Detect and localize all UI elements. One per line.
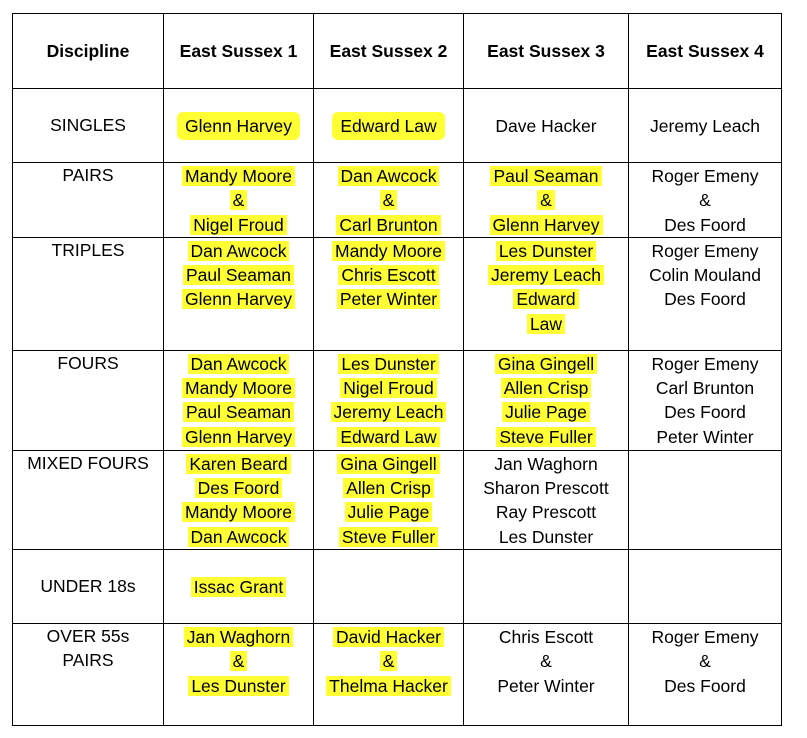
- player-name: Glenn Harvey: [182, 427, 295, 447]
- player-name: Roger Emeny: [651, 166, 759, 186]
- player-name: Allen Crisp: [343, 478, 434, 498]
- player-list: [629, 238, 781, 312]
- player-name: Dan Awcock: [188, 527, 290, 547]
- player-list: [464, 351, 628, 449]
- team-4-cell: [629, 89, 782, 163]
- player-list: [314, 238, 463, 312]
- player-list: [314, 624, 463, 698]
- ampersand: &: [380, 651, 398, 671]
- player-name: Mandy Moore: [182, 502, 295, 522]
- player-list: [464, 163, 628, 237]
- player-name: Edward: [513, 289, 578, 309]
- player-name: Roger Emeny: [651, 240, 759, 261]
- player-name: Paul Seaman: [183, 265, 294, 285]
- ampersand: &: [537, 190, 555, 210]
- player-name: Jeremy Leach: [331, 402, 447, 422]
- discipline-cell: [13, 237, 164, 350]
- ampersand: &: [230, 190, 248, 210]
- player-name: Julie Page: [502, 402, 590, 422]
- header-team-4: East Sussex 4: [629, 14, 782, 89]
- player-name: Peter Winter: [337, 289, 440, 309]
- player-list: [629, 163, 781, 237]
- player-name: Jeremy Leach: [650, 115, 760, 136]
- team-1-cell: [164, 450, 314, 549]
- team-3-cell: [464, 624, 629, 726]
- team-4-cell: [629, 624, 782, 726]
- team-1-cell: [164, 550, 314, 624]
- team-2-cell: [314, 89, 464, 163]
- player-name: Jan Waghorn: [184, 627, 293, 647]
- discipline-label: TRIPLES: [51, 239, 125, 260]
- team-1-cell: [164, 624, 314, 726]
- discipline-cell: [13, 450, 164, 549]
- player-name: Des Foord: [664, 402, 746, 423]
- discipline-cell: [13, 550, 164, 624]
- discipline-label: MIXED FOURS: [27, 452, 149, 473]
- discipline-cell: [13, 163, 164, 238]
- player-list: [314, 586, 463, 587]
- player-name: Julie Page: [345, 502, 433, 522]
- player-name: Colin Mouland: [649, 265, 761, 286]
- player-name: Nigel Froud: [190, 215, 286, 235]
- ampersand: &: [380, 190, 398, 210]
- player-name: Des Foord: [664, 214, 746, 235]
- player-list: [314, 351, 463, 449]
- player-name: Steve Fuller: [339, 527, 438, 547]
- row-triples: [13, 237, 782, 350]
- player-list: [629, 451, 781, 452]
- player-name: Dan Awcock: [188, 354, 290, 374]
- ampersand: &: [540, 651, 552, 672]
- player-name: Mandy Moore: [332, 241, 445, 261]
- team-2-cell: [314, 350, 464, 450]
- player-name: Les Dunster: [188, 676, 288, 696]
- discipline-label: OVER 55s: [46, 626, 130, 647]
- player-name: Des Foord: [664, 289, 746, 310]
- player-name: Peter Winter: [497, 675, 595, 696]
- discipline-label: PAIRS: [62, 650, 114, 671]
- player-name: Dave Hacker: [495, 115, 597, 136]
- player-name: Carl Brunton: [655, 378, 755, 399]
- player-list: [164, 624, 313, 698]
- row-pairs: [13, 163, 782, 238]
- row-fours: [13, 350, 782, 450]
- player-list: [314, 451, 463, 549]
- player-list: [164, 113, 313, 138]
- player-name: Mandy Moore: [182, 378, 295, 398]
- ampersand: &: [230, 651, 248, 671]
- team-1-cell: [164, 237, 314, 350]
- player-name: Law: [527, 314, 565, 334]
- player-name: Thelma Hacker: [326, 676, 451, 696]
- team-4-cell: [629, 163, 782, 238]
- player-list: [464, 238, 628, 336]
- player-name: Peter Winter: [656, 426, 754, 447]
- player-name: Roger Emeny: [651, 353, 759, 374]
- player-name: Sharon Prescott: [483, 478, 609, 499]
- player-name: Mandy Moore: [182, 166, 295, 186]
- team-2-cell: [314, 163, 464, 238]
- header-team-3: East Sussex 3: [464, 14, 629, 89]
- team-4-cell: [629, 450, 782, 549]
- player-name: Gina Gingell: [337, 454, 439, 474]
- discipline-cell: [13, 624, 164, 726]
- player-name: Les Dunster: [496, 241, 596, 261]
- player-name: Paul Seaman: [490, 166, 601, 186]
- player-name: Karen Beard: [186, 454, 290, 474]
- player-name: Glenn Harvey: [490, 215, 603, 235]
- team-2-cell: [314, 550, 464, 624]
- player-name: Gina Gingell: [495, 354, 597, 374]
- player-name: Jeremy Leach: [488, 265, 604, 285]
- player-list: [164, 574, 313, 599]
- header-team-2: East Sussex 2: [314, 14, 464, 89]
- player-name: Chris Escott: [338, 265, 438, 285]
- player-name: Edward Law: [337, 427, 439, 447]
- team-3-cell: [464, 237, 629, 350]
- player-name: Chris Escott: [498, 627, 594, 648]
- player-list: [164, 351, 313, 449]
- player-name: Jan Waghorn: [494, 453, 598, 474]
- player-name: Nigel Froud: [340, 378, 436, 398]
- player-list: [629, 113, 781, 138]
- player-name: Paul Seaman: [183, 402, 294, 422]
- discipline-label: UNDER 18s: [40, 576, 136, 597]
- player-name: Glenn Harvey: [177, 112, 300, 140]
- player-name: David Hacker: [333, 627, 444, 647]
- player-list: [629, 351, 781, 449]
- player-list: [464, 451, 628, 549]
- player-name: Les Dunster: [498, 526, 594, 547]
- player-name: Carl Brunton: [336, 215, 440, 235]
- discipline-label: SINGLES: [50, 115, 126, 136]
- team-3-cell: [464, 550, 629, 624]
- player-name: Issac Grant: [191, 577, 286, 597]
- team-4-cell: [629, 237, 782, 350]
- header-row: [13, 14, 782, 89]
- team-selection-table: [12, 13, 782, 726]
- team-1-cell: [164, 89, 314, 163]
- discipline-label: PAIRS: [62, 165, 114, 185]
- team-3-cell: [464, 163, 629, 238]
- row-over-55s-pairs: [13, 624, 782, 726]
- player-list: [314, 163, 463, 237]
- ampersand: &: [699, 190, 711, 211]
- player-name: Ray Prescott: [495, 502, 597, 523]
- player-list: [464, 113, 628, 138]
- player-list: [629, 624, 781, 698]
- player-name: Dan Awcock: [188, 241, 290, 261]
- team-3-cell: [464, 350, 629, 450]
- row-mixed-fours: [13, 450, 782, 549]
- player-list: [464, 586, 628, 587]
- player-name: Steve Fuller: [496, 427, 595, 447]
- ampersand: &: [699, 651, 711, 672]
- team-2-cell: [314, 450, 464, 549]
- player-list: [629, 586, 781, 587]
- player-name: Edward Law: [332, 112, 444, 140]
- player-name: Dan Awcock: [338, 166, 440, 186]
- team-1-cell: [164, 163, 314, 238]
- team-4-cell: [629, 550, 782, 624]
- player-list: [464, 624, 628, 698]
- player-name: Les Dunster: [338, 354, 438, 374]
- team-4-cell: [629, 350, 782, 450]
- player-name: Des Foord: [195, 478, 283, 498]
- team-2-cell: [314, 237, 464, 350]
- player-list: [314, 113, 463, 138]
- player-name: Des Foord: [664, 675, 746, 696]
- player-list: [164, 238, 313, 312]
- team-1-cell: [164, 350, 314, 450]
- player-name: Glenn Harvey: [182, 289, 295, 309]
- team-3-cell: [464, 450, 629, 549]
- team-3-cell: [464, 89, 629, 163]
- player-name: Allen Crisp: [501, 378, 592, 398]
- player-list: [164, 451, 313, 549]
- row-singles: [13, 89, 782, 163]
- player-name: Roger Emeny: [651, 627, 759, 648]
- row-under-18s: [13, 550, 782, 624]
- team-2-cell: [314, 624, 464, 726]
- player-list: [164, 163, 313, 237]
- header-discipline: Discipline: [13, 14, 164, 89]
- discipline-cell: [13, 89, 164, 163]
- header-team-1: East Sussex 1: [164, 14, 314, 89]
- discipline-cell: [13, 350, 164, 450]
- discipline-label: FOURS: [57, 352, 119, 373]
